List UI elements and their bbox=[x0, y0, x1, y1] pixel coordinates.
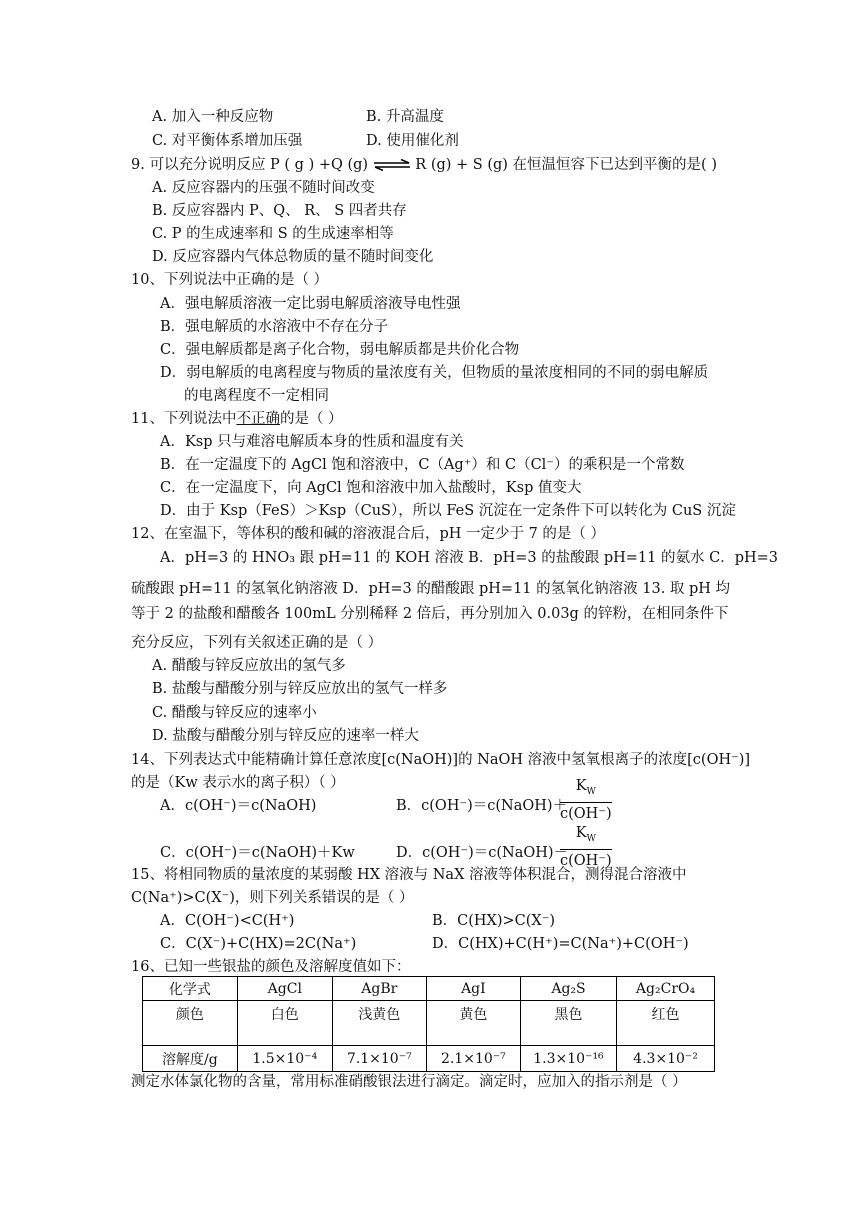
q8-option-d: D. 使用催化剂 bbox=[366, 133, 459, 149]
q11-option-a: A．Ksp 只与难溶电解质本身的性质和温度有关 bbox=[160, 434, 464, 450]
q13-stem-line1: 等于 2 的盐酸和醋酸各 100mL 分别稀释 2 倍后，再分别加入 0.03g 的锌粉，在相同条件下 bbox=[131, 606, 729, 622]
q11-stem-post: 的是（ ） bbox=[279, 411, 343, 427]
equilibrium-arrow-icon bbox=[373, 159, 411, 171]
fraction-denominator: c(OH⁻) bbox=[560, 805, 612, 822]
fraction-numerator: $K_W$ bbox=[560, 823, 612, 850]
table-row bbox=[143, 1046, 715, 1072]
q10-option-b: B．强电解质的水溶液中不存在分子 bbox=[160, 319, 389, 335]
q11-option-b: B．在一定温度下的 AgCl 饱和溶液中，C（Ag⁺）和 C（Cl⁻）的乘积是一个常数 bbox=[160, 457, 685, 473]
q15-option-a: A．C(OH⁻)<C(H⁺) bbox=[160, 913, 295, 929]
q15-option-c: C．C(X⁻)+C(HX)=2C(Na⁺) bbox=[160, 936, 357, 952]
table-cell: 1.3×10⁻¹⁶ bbox=[520, 1046, 616, 1072]
table-cell: Ag₂S bbox=[520, 977, 616, 1001]
table-cell: 4.3×10⁻² bbox=[617, 1046, 715, 1072]
fraction-denominator: c(OH⁻) bbox=[560, 852, 612, 869]
table-cell: 2.1×10⁻⁷ bbox=[426, 1046, 520, 1072]
q10-stem: 10、下列说法中正确的是（ ） bbox=[131, 272, 329, 288]
q10-option-d-line2: 的电离程度不一定相同 bbox=[184, 388, 329, 404]
q13-stem-line2: 充分反应，下列有关叙述正确的是（ ） bbox=[131, 635, 383, 651]
table-cell: 浅黄色 bbox=[332, 1001, 426, 1046]
q9-option-d: D. 反应容器内气体总物质的量不随时间变化 bbox=[152, 249, 434, 265]
q14-option-b-fraction bbox=[560, 776, 612, 825]
table-cell: AgBr bbox=[332, 977, 426, 1001]
table-cell: 白色 bbox=[237, 1001, 332, 1046]
table-cell: 7.1×10⁻⁷ bbox=[332, 1046, 426, 1072]
table-cell: 红色 bbox=[617, 1001, 715, 1046]
q13-option-a: A. 醋酸与锌反应放出的氢气多 bbox=[152, 658, 346, 674]
q13-option-d: D. 盐酸与醋酸分别与锌反应的速率一样大 bbox=[152, 728, 419, 744]
q9-option-c: C. P 的生成速率和 S 的生成速率相等 bbox=[152, 226, 394, 242]
table-cell: 黄色 bbox=[426, 1001, 520, 1046]
q14-option-d: D．c(OH⁻)＝c(NaOH)－ bbox=[396, 845, 569, 861]
q9-option-b: B. 反应容器内 P、Q、 R、 S 四者共存 bbox=[152, 203, 407, 219]
q13-option-b: B. 盐酸与醋酸分别与锌反应放出的氢气一样多 bbox=[152, 681, 448, 697]
q8-option-c: C. 对平衡体系增加压强 bbox=[152, 133, 303, 149]
silver-salts-table bbox=[142, 976, 715, 1072]
q13-option-c: C. 醋酸与锌反应的速率小 bbox=[152, 705, 317, 721]
q9-stem-pre: 9. 可以充分说明反应 P ( g ) +Q (g) bbox=[131, 157, 373, 173]
q12-stem: 12、在室温下，等体积的酸和碱的溶液混合后，pH 一定少于 7 的是（ ） bbox=[131, 526, 606, 542]
q9-option-a: A. 反应容器内的压强不随时间改变 bbox=[152, 180, 375, 196]
table-cell: AgI bbox=[426, 977, 520, 1001]
table-cell: 溶解度/g bbox=[143, 1046, 238, 1072]
q14-option-b: B．c(OH⁻)＝c(NaOH)＋ bbox=[396, 798, 568, 814]
table-cell: Ag₂CrO₄ bbox=[617, 977, 715, 1001]
q15-stem-line1: 15、将相同物质的量浓度的某弱酸 HX 溶液与 NaX 溶液等体积混合，测得混合溶液中 bbox=[131, 867, 687, 883]
q15-stem-line2: C(Na⁺)>C(X⁻)，则下列关系错误的是（ ） bbox=[131, 890, 414, 906]
q12-options-line2: 硫酸跟 pH=11 的氢氧化钠溶液 D．pH=3 的醋酸跟 pH=11 的氢氧化钠溶液 13. 取 pH 均 bbox=[131, 581, 731, 597]
q14-stem-line1: 14、下列表达式中能精确计算任意浓度[c(NaOH)]的 NaOH 溶液中氢氧根离子的浓度[c(OH⁻)] bbox=[131, 752, 751, 768]
q9-stem bbox=[131, 154, 717, 176]
q11-stem bbox=[131, 408, 343, 430]
q8-option-b: B. 升高温度 bbox=[366, 109, 444, 125]
q11-stem-underlined: 不正确 bbox=[236, 411, 280, 427]
q15-option-d: D．C(HX)+C(H⁺)=C(Na⁺)+C(OH⁻) bbox=[432, 936, 689, 952]
q16-stem: 16、已知一些银盐的颜色及溶解度值如下： bbox=[131, 959, 411, 975]
table-row bbox=[143, 1001, 715, 1046]
q14-option-c: C．c(OH⁻)＝c(NaOH)＋Kw bbox=[160, 845, 355, 861]
q11-stem-pre: 11、下列说法中 bbox=[131, 411, 237, 427]
q11-option-d: D．由于 Ksp（FeS）＞Ksp（CuS），所以 FeS 沉淀在一定条件下可以转化为 CuS 沉淀 bbox=[160, 503, 736, 519]
q10-option-a: A．强电解质溶液一定比弱电解质溶液导电性强 bbox=[160, 296, 461, 312]
q11-option-c: C．在一定温度下，向 AgCl 饱和溶液中加入盐酸时，Ksp 值变大 bbox=[160, 480, 582, 496]
fraction-numerator: $K_W$ bbox=[560, 776, 612, 803]
q16-question: 测定水体氯化物的含量，常用标准硝酸银法进行滴定。滴定时，应加入的指示剂是（ ） bbox=[131, 1074, 687, 1090]
q14-option-a: A．c(OH⁻)＝c(NaOH) bbox=[160, 798, 317, 814]
q9-stem-post: R (g) + S (g) 在恒温恒容下已达到平衡的是( ) bbox=[410, 157, 717, 173]
q8-option-a: A. 加入一种反应物 bbox=[152, 109, 274, 125]
table-cell: 化学式 bbox=[143, 977, 238, 1001]
table-cell: 颜色 bbox=[143, 1001, 238, 1046]
q10-option-d-line1: D．弱电解质的电离程度与物质的量浓度有关，但物质的量浓度相同的不同的弱电解质 bbox=[160, 365, 709, 381]
table-header-row bbox=[143, 977, 715, 1001]
q14-stem-line2: 的是（Kw 表示水的离子积）（ ） bbox=[131, 775, 345, 791]
table-cell: 黑色 bbox=[520, 1001, 616, 1046]
q10-option-c: C．强电解质都是离子化合物，弱电解质都是共价化合物 bbox=[160, 342, 520, 358]
q12-options-line1: A．pH=3 的 HNO₃ 跟 pH=11 的 KOH 溶液 B．pH=3 的盐酸跟 pH=11 的氨水 C．pH=3 bbox=[160, 550, 778, 566]
table-cell: AgCl bbox=[237, 977, 332, 1001]
table-cell: 1.5×10⁻⁴ bbox=[237, 1046, 332, 1072]
q15-option-b: B．C(HX)>C(X⁻) bbox=[432, 913, 556, 929]
